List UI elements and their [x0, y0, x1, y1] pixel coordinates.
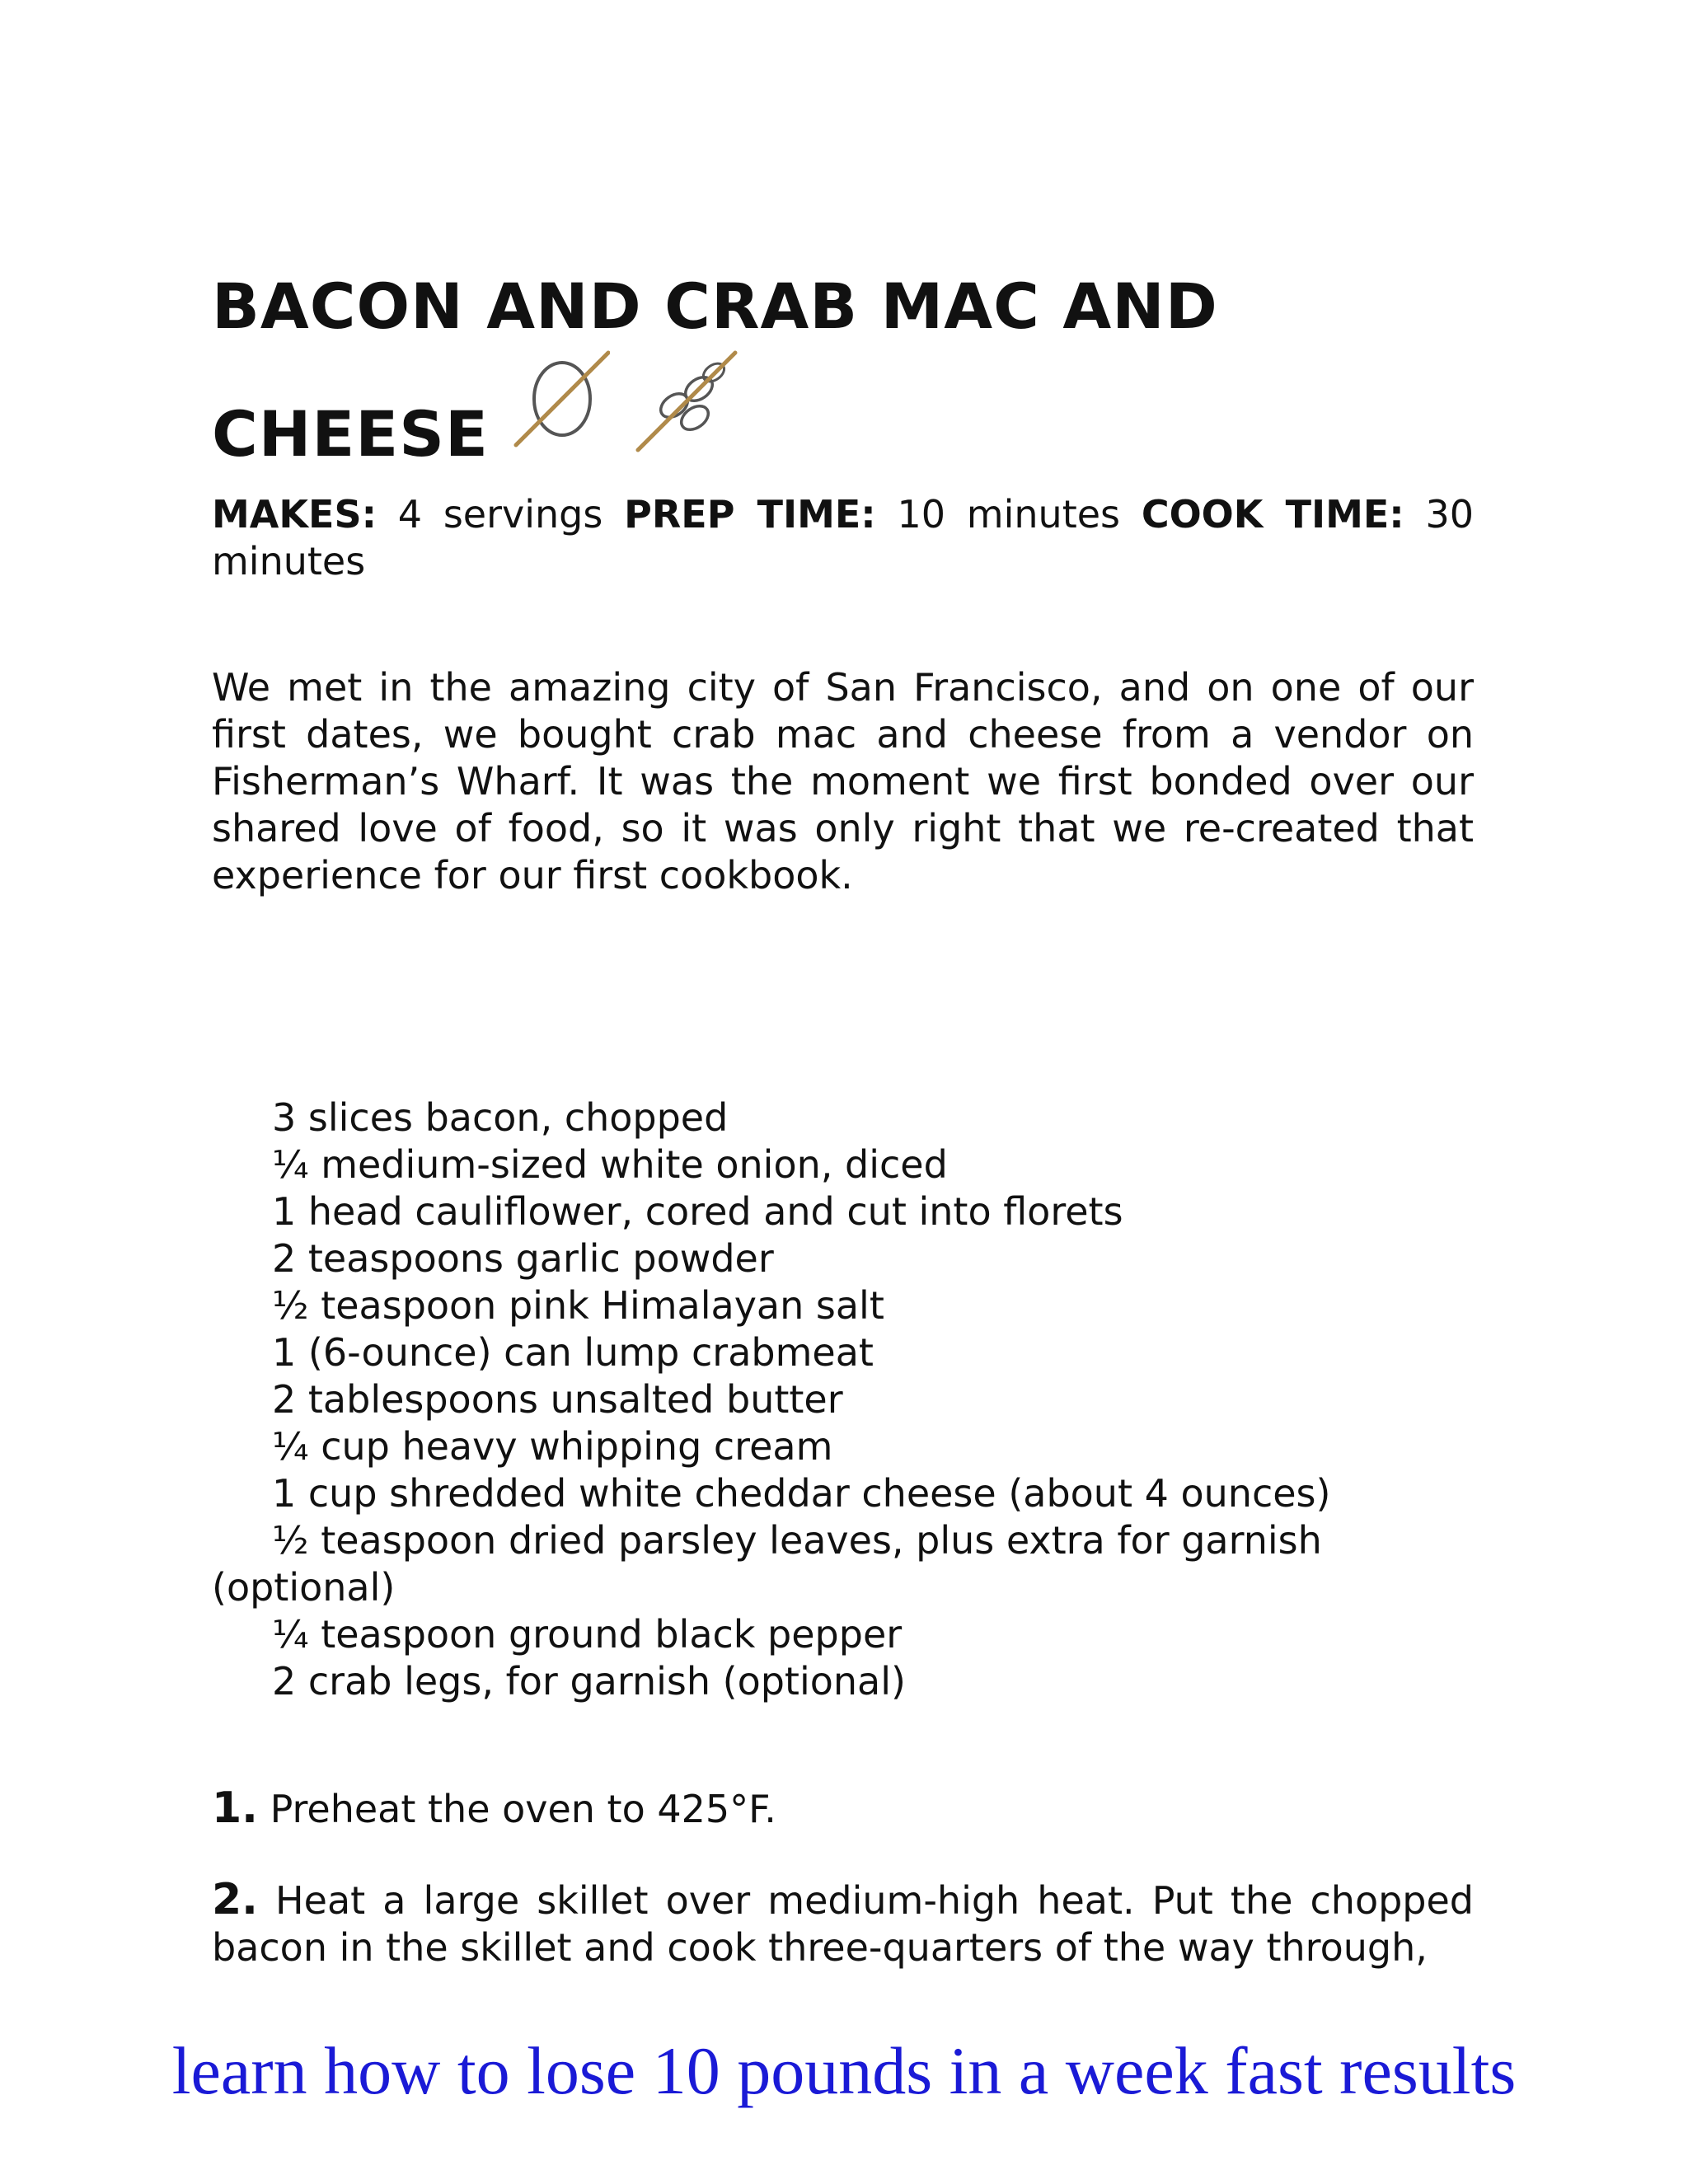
ad-link[interactable]: learn how to lose 10 pounds in a week fast results: [171, 2033, 1517, 2108]
ingredient-item: ¼ medium-sized white onion, diced: [272, 1142, 948, 1187]
recipe-title-line-2: CHEESE: [212, 397, 489, 471]
ingredient-item: ½ teaspoon pink Himalayan salt: [272, 1283, 884, 1328]
ingredient-list: [212, 1094, 1474, 1705]
step-text: Preheat the oven to 425°F.: [270, 1787, 776, 1831]
ingredient-item: 1 (6-ounce) can lump crabmeat: [272, 1330, 874, 1375]
recipe-title-line-1: BACON AND CRAB MAC AND: [212, 269, 1218, 343]
ingredient-item: ¼ teaspoon ground black pepper: [272, 1612, 903, 1657]
nut-free-icon: [633, 348, 740, 493]
recipe-title: [212, 247, 1474, 511]
ingredient-item: ½ teaspoon dried parsley leaves, plus extra for garnish (optional): [212, 1518, 1322, 1610]
step-number: 2.: [212, 1875, 258, 1924]
recipe-step-2: [212, 1877, 1474, 1971]
prep-time-value: 10 minutes: [897, 492, 1121, 537]
recipe-meta: [212, 491, 1474, 585]
step-number: 1.: [212, 1783, 258, 1833]
ingredient-item: ¼ cup heavy whipping cream: [272, 1424, 833, 1469]
prep-time-label: PREP TIME:: [624, 492, 876, 537]
step-text: Heat a large skillet over medium-high heat. Put the chopped bacon in the skillet and cook three-quarters of the way through,: [212, 1878, 1474, 1970]
makes-label: MAKES:: [212, 492, 377, 537]
cook-time-label: COOK TIME:: [1141, 492, 1404, 537]
ingredient-item: 2 crab legs, for garnish (optional): [272, 1659, 906, 1704]
cook-time-value: 30 minutes: [212, 492, 1475, 583]
ingredient-item: 1 head cauliflower, cored and cut into florets: [272, 1189, 1123, 1234]
ingredient-item: 2 tablespoons unsalted butter: [272, 1377, 843, 1422]
ingredient-item: 2 teaspoons garlic powder: [272, 1236, 774, 1281]
recipe-step-1: [212, 1785, 1474, 1833]
makes-value: 4 servings: [397, 492, 603, 537]
recipe-intro: We met in the amazing city of San Francisco, and on one of our first dates, we bought crab mac and cheese from a vendor on Fisherman’s Wharf. It was the moment we first bonded over our shared love of food, so it was only right that we re-created that experience for our first cookbook.: [212, 665, 1474, 898]
recipe-title-line-2-row: [212, 366, 1474, 511]
ad-banner[interactable]: [0, 2032, 1688, 2110]
ingredient-item: 3 slices bacon, chopped: [272, 1095, 729, 1140]
ingredient-item: 1 cup shredded white cheddar cheese (about 4 ounces): [272, 1471, 1331, 1516]
egg-free-icon: [511, 348, 610, 493]
